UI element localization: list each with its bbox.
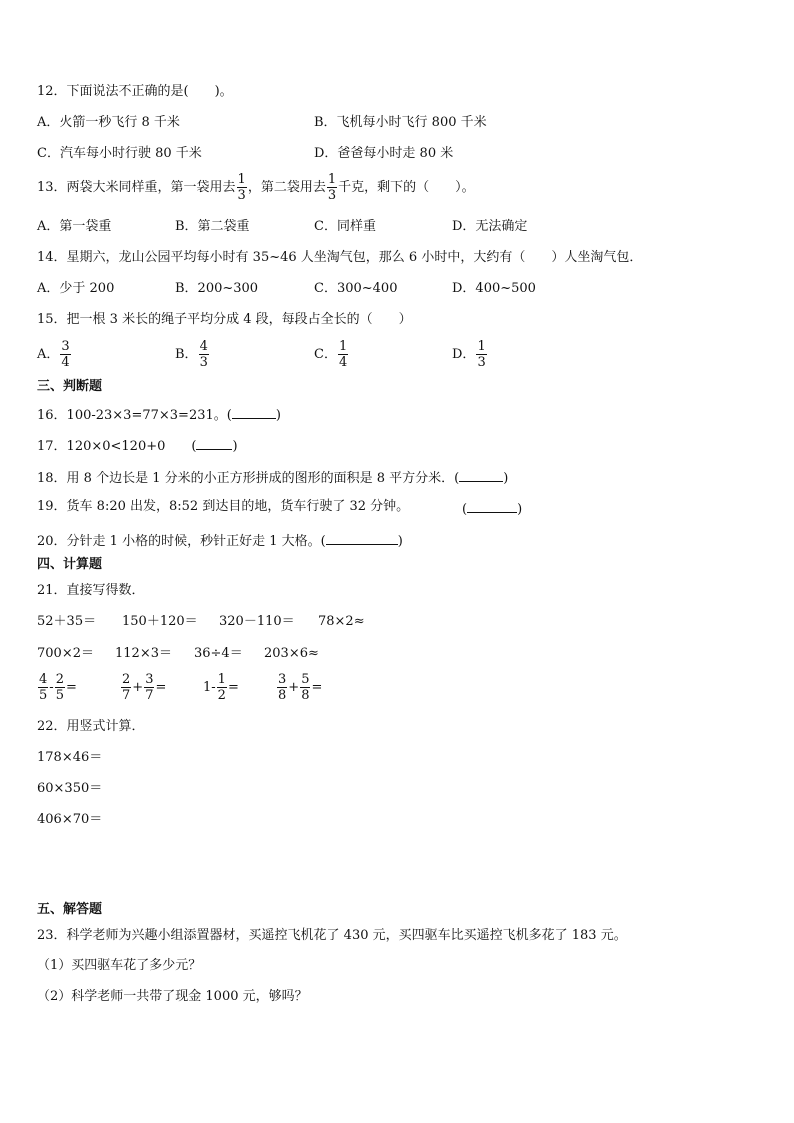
section-3-heading: 三、判断题	[37, 379, 103, 394]
calc-item: 320－110＝	[219, 614, 295, 629]
vertical-calc-item: 406×70＝	[37, 812, 103, 827]
q14-option-c: C．300~400	[314, 281, 398, 296]
calc-fraction-item: 1- $\frac{1}{2}$ =	[203, 672, 239, 703]
question-16: 16．100-23×3=77×3=231。( )	[37, 405, 281, 424]
q14-option-d: D．400~500	[452, 281, 536, 296]
q14-option-a: A．少于 200	[37, 281, 115, 296]
question-21-stem: 21．直接写得数．	[37, 583, 145, 598]
section-5-heading: 五、解答题	[37, 902, 103, 917]
question-23-part-2: （2）科学老师一共带了现金 1000 元，够吗？	[37, 989, 308, 1004]
question-13-stem	[37, 172, 475, 204]
question-17: 17．120×0<120+0 ( )	[37, 436, 238, 455]
question-19: 19．货车 8:20 出发，8:52 到达目的地，货车行驶了 32 分钟。	[37, 499, 410, 514]
calc-item: 52＋35＝	[37, 614, 97, 629]
question-20: 20．分针走 1 小格的时候，秒针正好走 1 大格。( )	[37, 531, 403, 550]
question-23-part-1: （1）买四驱车花了多少元？	[37, 958, 202, 973]
calc-item: 203×6≈	[264, 646, 319, 661]
answer-blank[interactable]	[326, 531, 398, 545]
calc-item: 112×3＝	[115, 646, 172, 661]
answer-blank[interactable]	[467, 499, 517, 513]
q15-option-d: D． $\frac{1}{3}$	[452, 339, 486, 370]
calc-item: 150＋120＝	[122, 614, 198, 629]
calc-fraction-item: $\frac{4}{5}$ - $\frac{2}{5}$ =	[39, 672, 77, 703]
q12-option-a: A．火箭一秒飞行 8 千米	[37, 115, 180, 130]
q15-option-c: C． $\frac{1}{4}$	[314, 339, 348, 370]
q13-option-d: D．无法确定	[452, 219, 528, 234]
answer-blank[interactable]	[459, 468, 503, 482]
calc-fraction-item: $\frac{3}{8}$ + $\frac{5}{8}$ =	[278, 672, 323, 703]
vertical-calc-item: 178×46＝	[37, 750, 103, 765]
q12-option-b: B．飞机每小时飞行 800 千米	[314, 115, 487, 130]
q13-fraction-1: $\frac{1}{3}$	[237, 172, 246, 203]
answer-blank[interactable]	[196, 436, 232, 450]
q13-option-b: B．第二袋重	[175, 219, 250, 234]
q12-option-c: C．汽车每小时行驶 80 千米	[37, 146, 202, 161]
calc-item: 700×2＝	[37, 646, 94, 661]
q15-option-b: B． $\frac{4}{3}$	[175, 339, 208, 370]
calc-item: 36÷4＝	[194, 646, 243, 661]
question-12-stem: 12．下面说法不正确的是( )。	[37, 84, 233, 99]
question-23-stem: 23．科学老师为兴趣小组添置器材，买遥控飞机花了 430 元，买四驱车比买遥控飞机多花了 183 元。	[37, 928, 627, 943]
calc-item: 78×2≈	[318, 614, 365, 629]
answer-blank[interactable]	[232, 405, 276, 419]
q14-option-b: B．200~300	[175, 281, 259, 296]
question-22-stem: 22．用竖式计算．	[37, 719, 145, 734]
question-18: 18．用 8 个边长是 1 分米的小正方形拼成的图形的面积是 8 平方分米．( )	[37, 468, 508, 487]
calc-fraction-item: $\frac{2}{7}$ + $\frac{3}{7}$ =	[122, 672, 167, 703]
question-19-answer: ( )	[462, 499, 522, 518]
q15-option-a: A． $\frac{3}{4}$	[37, 339, 70, 370]
q13-stem-post: 千克，剩下的（ ）。	[338, 180, 475, 195]
q13-stem-pre: 13．两袋大米同样重，第一袋用去	[37, 180, 236, 195]
vertical-calc-item: 60×350＝	[37, 781, 103, 796]
q13-fraction-2: $\frac{1}{3}$	[327, 172, 337, 203]
question-15-stem: 15．把一根 3 米长的绳子平均分成 4 段，每段占全长的（ ）	[37, 312, 412, 327]
q13-option-c: C．同样重	[314, 219, 376, 234]
question-14-stem: 14．星期六，龙山公园平均每小时有 35~46 人坐淘气包，那么 6 小时中，大约有（ ）人坐淘气包．	[37, 250, 643, 265]
q12-option-d: D．爸爸每小时走 80 米	[314, 146, 454, 161]
section-4-heading: 四、计算题	[37, 557, 103, 572]
q13-option-a: A．第一袋重	[37, 219, 112, 234]
q13-stem-mid: ，第二袋用去	[247, 180, 326, 195]
